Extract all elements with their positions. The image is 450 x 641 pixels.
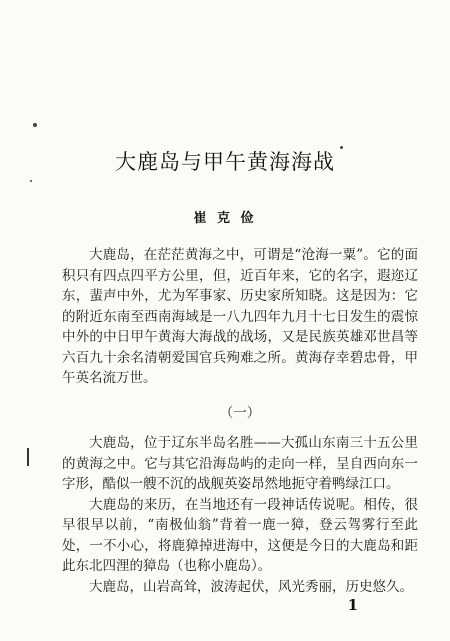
page-number: 1 [347, 596, 358, 614]
article-title: 大鹿岛与甲午黄海海战 [115, 150, 335, 174]
section-paragraph: 大鹿岛的来历，在当地还有一段神话传说呢。相传，很早很早以前，“南极仙翁”背着一鹿一獐，登云驾雾行至此处，一不小心，将鹿獐掉进海中，这便是今日的大鹿岛和距此东北四浬的獐岛（也称小鹿岛）。 [62, 496, 418, 574]
scan-edge-mark [27, 448, 29, 466]
article-body [62, 245, 418, 597]
scan-speck [33, 123, 37, 127]
intro-paragraph: 大鹿岛，在茫茫黄海之中，可谓是“沧海一粟”。它的面积只有四点四平方公里，但，近百年来，它的名字，遐迩辽东，蜚声中外，尤为军事家、历史家所知晓。这是因为：它的附近东南至西南海域是一八九四年九月十七日发生的震惊中外的中日甲午黄海大海战的战场，又是民族英雄邓世昌等六百九十余名清朝爱国官兵殉难之所。黄海存幸碧忠骨，甲午英名流万世。 [62, 247, 418, 386]
scan-speck [30, 180, 32, 182]
section-paragraph: 大鹿岛，山岩高耸，波涛起伏，风光秀丽，历史悠久。 [89, 578, 413, 595]
section-heading: （一） [219, 404, 261, 421]
section-paragraph: 大鹿岛，位于辽东半岛名胜——大孤山东南三十五公里的黄海之中。它与其它沿海岛屿的走向一样，呈自西向东一字形，酷似一艘不沉的战舰英姿昂然地扼守着鸭绿江口。 [62, 435, 418, 492]
article-author: 崔 克 俭 [193, 211, 257, 226]
